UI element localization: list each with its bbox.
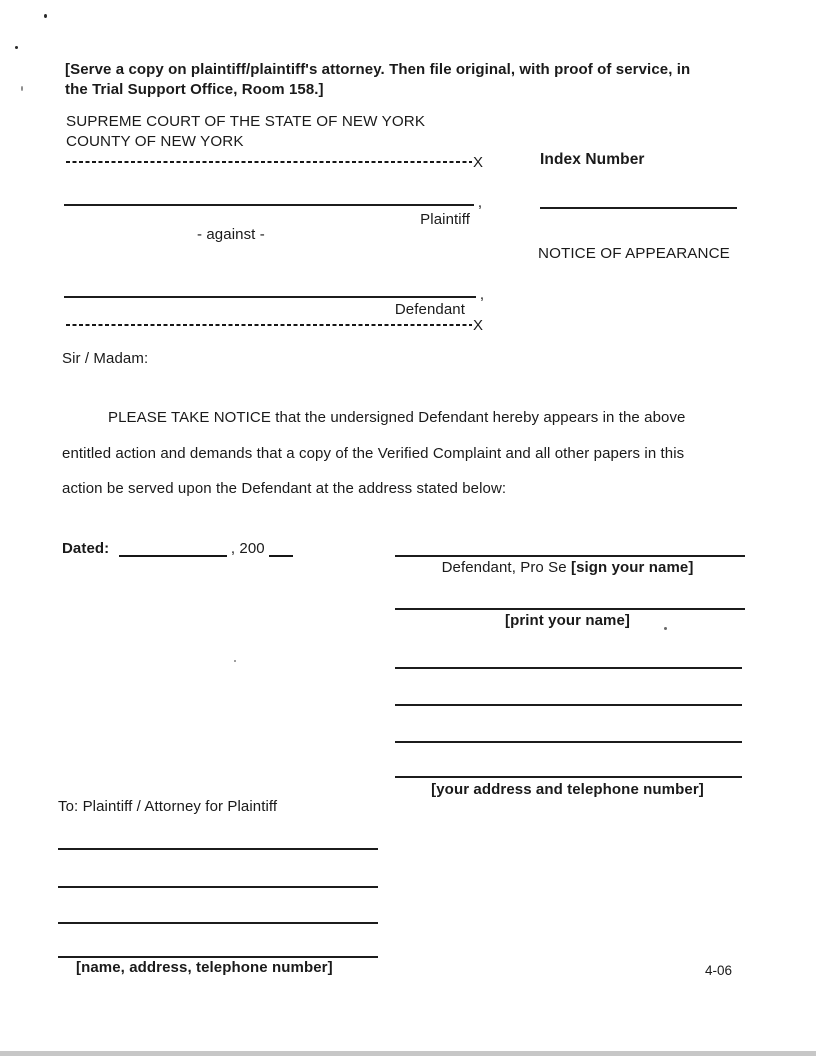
recipient-name-address-label: [name, address, telephone number] <box>76 959 333 976</box>
print-name-blank-line <box>395 590 745 610</box>
caption-divider-top <box>66 154 483 170</box>
address-blank-line-2 <box>395 686 742 706</box>
signature-label <box>395 558 740 578</box>
signature-blank-line <box>395 537 745 557</box>
dated-label: Dated: <box>62 540 110 557</box>
signature-label-bracket: [sign your name] <box>570 559 694 576</box>
dated-year-prefix: , 200 <box>230 540 265 557</box>
index-number-label: Index Number <box>540 151 645 168</box>
scan-speck <box>21 86 23 91</box>
recipient-blank-line-2 <box>58 868 378 888</box>
form-number: 4-06 <box>705 963 733 978</box>
address-blank-line-3 <box>395 723 742 743</box>
defendant-label: Defendant <box>394 301 465 318</box>
signature-label-prefix: Defendant, Pro Se <box>441 559 571 576</box>
body-line3: action be served upon the Defendant at the address stated below: <box>62 480 507 497</box>
notice-title: NOTICE OF APPEARANCE <box>538 245 730 262</box>
recipient-blank-line-4 <box>58 938 378 958</box>
plaintiff-label: Plaintiff <box>420 211 470 228</box>
caption-comma: , <box>479 286 484 303</box>
dashed-rule <box>66 161 472 163</box>
service-instruction-line2: the Trial Support Office, Room 158.] <box>65 81 324 98</box>
service-instruction-line1: [Serve a copy on plaintiff/plaintiff's attorney. Then file original, with proof of service, in <box>65 61 691 78</box>
dated-year-blank <box>269 540 293 557</box>
address-blank-line-4 <box>395 758 742 778</box>
scan-speck <box>44 14 47 18</box>
dated-date-blank <box>119 540 227 557</box>
body-line2: entitled action and demands that a copy of the Verified Complaint and all other papers in this <box>62 445 685 462</box>
dated-row <box>62 539 293 559</box>
court-county: COUNTY OF NEW YORK <box>66 133 244 150</box>
salutation: Sir / Madam: <box>62 350 149 367</box>
scan-speck <box>234 660 236 662</box>
address-blank-line-1 <box>395 649 742 669</box>
caption-x-mark: X <box>473 316 484 334</box>
print-name-label: [print your name] <box>504 612 631 629</box>
body-line1: PLEASE TAKE NOTICE that the undersigned Defendant hereby appears in the above <box>108 409 686 426</box>
defendant-name-blank-line <box>64 278 484 303</box>
caption-divider-bottom <box>66 317 483 333</box>
against-label: - against - <box>197 226 265 243</box>
scan-edge-artifact <box>0 1051 816 1056</box>
dashed-rule <box>66 324 472 326</box>
court-name: SUPREME COURT OF THE STATE OF NEW YORK <box>66 113 426 130</box>
to-plaintiff-label: To: Plaintiff / Attorney for Plaintiff <box>58 798 278 815</box>
recipient-blank-line-3 <box>58 904 378 924</box>
index-number-blank-line <box>540 189 737 209</box>
recipient-blank-line-1 <box>58 830 378 850</box>
plaintiff-name-blank-line <box>64 186 482 211</box>
address-telephone-label: [your address and telephone number] <box>431 781 704 798</box>
caption-x-mark: X <box>473 153 484 171</box>
scan-speck <box>15 46 18 49</box>
caption-comma: , <box>477 194 482 211</box>
